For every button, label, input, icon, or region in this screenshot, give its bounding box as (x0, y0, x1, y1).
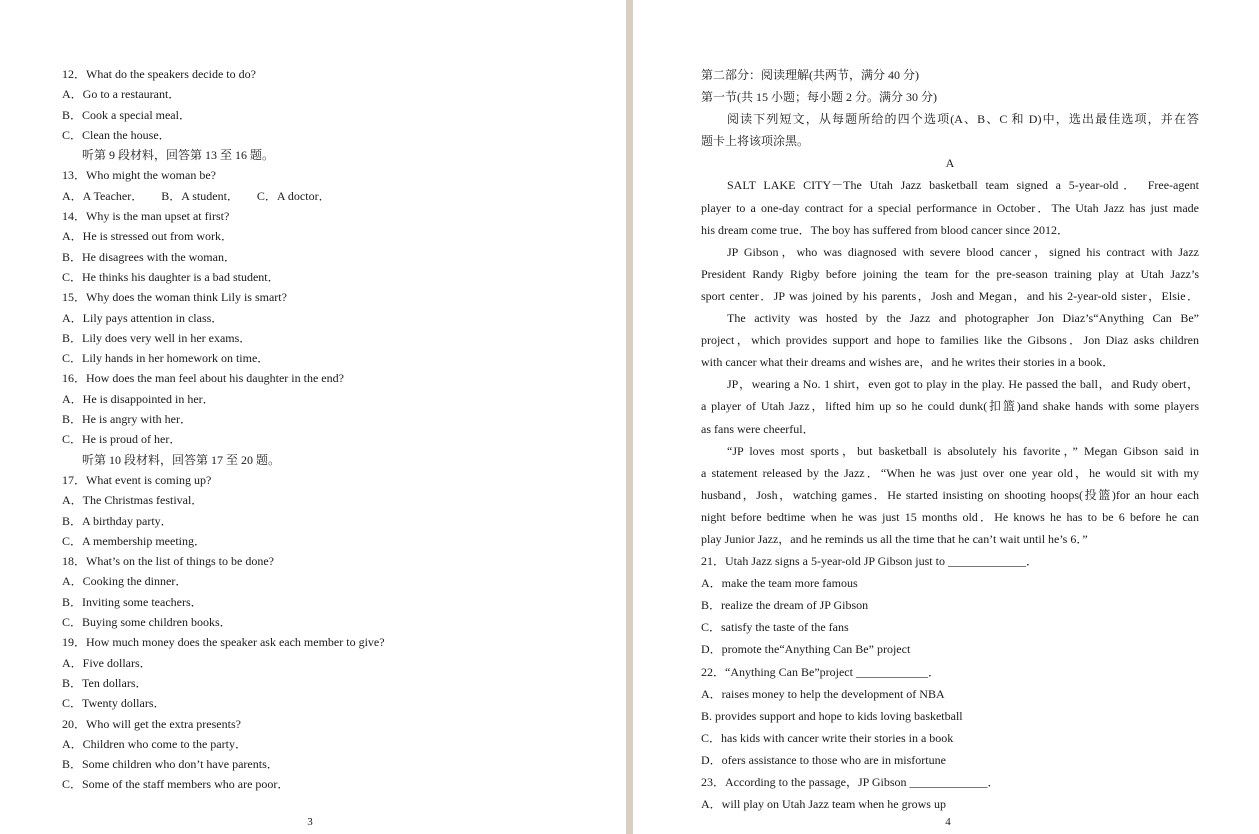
text-line: JP，wearing a No. 1 shirt，even got to play in the play. He passed the ball，and Rudy obert， (727, 377, 1199, 392)
text-line: B．Inviting some teachers． (62, 594, 203, 609)
text-line: a player of Utah Jazz，lifted him up so he could dunk(扣篮)and shake hands with some players (701, 399, 1199, 414)
text-line: A．He is disappointed in her． (62, 391, 215, 406)
text-line: A．will play on Utah Jazz team when he grows up (701, 797, 946, 812)
text-line: C．satisfy the taste of the fans (701, 620, 849, 635)
text-line: 23．According to the passage，JP Gibson _____________． (701, 775, 1000, 789)
text-line: C．has kids with cancer write their stories in a book (701, 730, 954, 745)
text-line: B．Lily does very well in her exams． (62, 330, 252, 345)
page-number: 3 (307, 816, 313, 828)
text-line: 18．What’s on the list of things to be done? (62, 554, 274, 569)
text-line: A．Lily pays attention in class． (62, 310, 224, 325)
text-line: A．raises money to help the development of NBA (701, 686, 945, 701)
text-line: B．A birthday party． (62, 513, 173, 528)
text-line: as fans were cheerful． (701, 421, 815, 436)
text-line: A．A Teacher． B．A student． C．A doctor． (62, 188, 331, 203)
text-line: 第二部分：阅读理解(共两节，满分 40 分) (701, 68, 919, 82)
text-line: C．Some of the staff members who are poor． (62, 777, 290, 792)
text-line: SALT LAKE CITY－The Utah Jazz basketball team signed a 5-year-old． Free-agent (727, 178, 1199, 193)
text-line: 听第 10 段材料，回答第 17 至 20 题。 (82, 452, 281, 467)
text-line: 第一节(共 15 小题；每小题 2 分。满分 30 分) (701, 90, 937, 105)
text-line: D．ofers assistance to those who are in misfortune (701, 752, 946, 767)
text-line: 13．Who might the woman be? (62, 168, 216, 183)
text-line: 14．Why is the man upset at first? (62, 209, 230, 224)
text-line: husband，Josh，watching games．He started insisting on shooting hoops(投篮)for an hour each (701, 487, 1199, 502)
text-line: 听第 9 段材料，回答第 13 至 16 题。 (82, 148, 275, 163)
text-line: B．He disagrees with the woman． (62, 249, 236, 264)
page-gutter (626, 0, 633, 834)
text-line: B．Ten dollars． (62, 675, 148, 690)
text-line: 21．Utah Jazz signs a 5-year-old JP Gibson just to _____________． (701, 554, 1038, 569)
right-page (633, 0, 1259, 834)
text-line: with cancer what their dreams and wishes are，and he writes their stories in a book． (701, 355, 1115, 370)
text-line: A．Children who come to the party． (62, 736, 247, 751)
text-line: C．Lily hands in her homework on time． (62, 351, 270, 366)
text-line: A．Five dollars． (62, 655, 152, 670)
text-line: 题卡上将该项涂黑。 (701, 134, 810, 149)
text-line: JP Gibson，who was diagnosed with severe blood cancer，signed his contract with Jazz (727, 244, 1199, 259)
text-line: 15．Why does the woman think Lily is smart? (62, 290, 287, 305)
text-line: project，which provides support and hope to families like the Gibsons．Jon Diaz asks children (701, 333, 1199, 348)
left-page (0, 0, 628, 834)
text-line: 12．What do the speakers decide to do? (62, 67, 256, 81)
text-line: B．He is angry with her． (62, 412, 192, 427)
text-line: B．Some children who don’t have parents． (62, 757, 279, 772)
text-line: The activity was hosted by the Jazz and photographer Jon Diaz’s“Anything Can Be” (727, 311, 1199, 326)
text-line: a statement released by the Jazz．“When he was just over one year old，he would sit with my (701, 465, 1199, 480)
text-line: C．He is proud of her． (62, 432, 182, 447)
text-line: D．promote the“Anything Can Be” project (701, 642, 911, 657)
text-line: C．A membership meeting． (62, 533, 206, 548)
text-line: A．Go to a restaurant． (62, 87, 181, 102)
text-line: B．Cook a special meal． (62, 107, 191, 122)
text-line: 16．How does the man feel about his daughter in the end? (62, 371, 344, 386)
text-line: play Junior Jazz，and he reminds us all the time that he can’t wait until he’s 6．” (701, 531, 1088, 546)
text-line: night before bedtime when he was just 15 months old．He knows he has to be 6 before he can (701, 509, 1199, 524)
text-line: A．Cooking the dinner． (62, 574, 188, 589)
left-page-text (62, 64, 582, 795)
right-page-text (701, 64, 1199, 815)
text-line: 22．“Anything Can Be”project ____________． (701, 664, 940, 679)
text-line: B．realize the dream of JP Gibson (701, 598, 869, 613)
text-line: C．Buying some children books． (62, 615, 232, 630)
page-number: 4 (945, 816, 951, 828)
text-line: sport center．JP was joined by his parents，Josh and Megan，and his 2-year-old sister，Elsie． (701, 288, 1199, 303)
text-line: player to a one-day contract for a special performance in October．The Utah Jazz has just made (701, 200, 1199, 215)
text-line: C．Clean the house． (62, 127, 171, 142)
text-line: 阅读下列短文，从每题所给的四个选项(A、B、C 和 D)中，选出最佳选项，并在答 (727, 112, 1199, 127)
text-line: 20．Who will get the extra presents? (62, 716, 241, 731)
text-line: A．The Christmas festival． (62, 493, 204, 508)
passage-title: A (945, 156, 955, 171)
text-line: President Randy Rigby before joining the team for the pre-season training play at Utah Jazz’s (701, 266, 1199, 281)
text-line: A．make the team more famous (701, 576, 858, 591)
text-line: “JP loves most sports，but basketball is absolutely his favorite，” Megan Gibson said in (727, 443, 1199, 458)
text-line: C．He thinks his daughter is a bad student． (62, 269, 280, 284)
text-line: 17．What event is coming up? (62, 472, 212, 487)
text-line: his dream come true．The boy has suffered from blood cancer since 2012． (701, 222, 1069, 237)
text-line: 19．How much money does the speaker ask each member to give? (62, 635, 385, 650)
text-line: C．Twenty dollars． (62, 696, 166, 711)
text-line: A．He is stressed out from work． (62, 229, 233, 244)
text-line: B. provides support and hope to kids loving basketball (701, 708, 963, 723)
